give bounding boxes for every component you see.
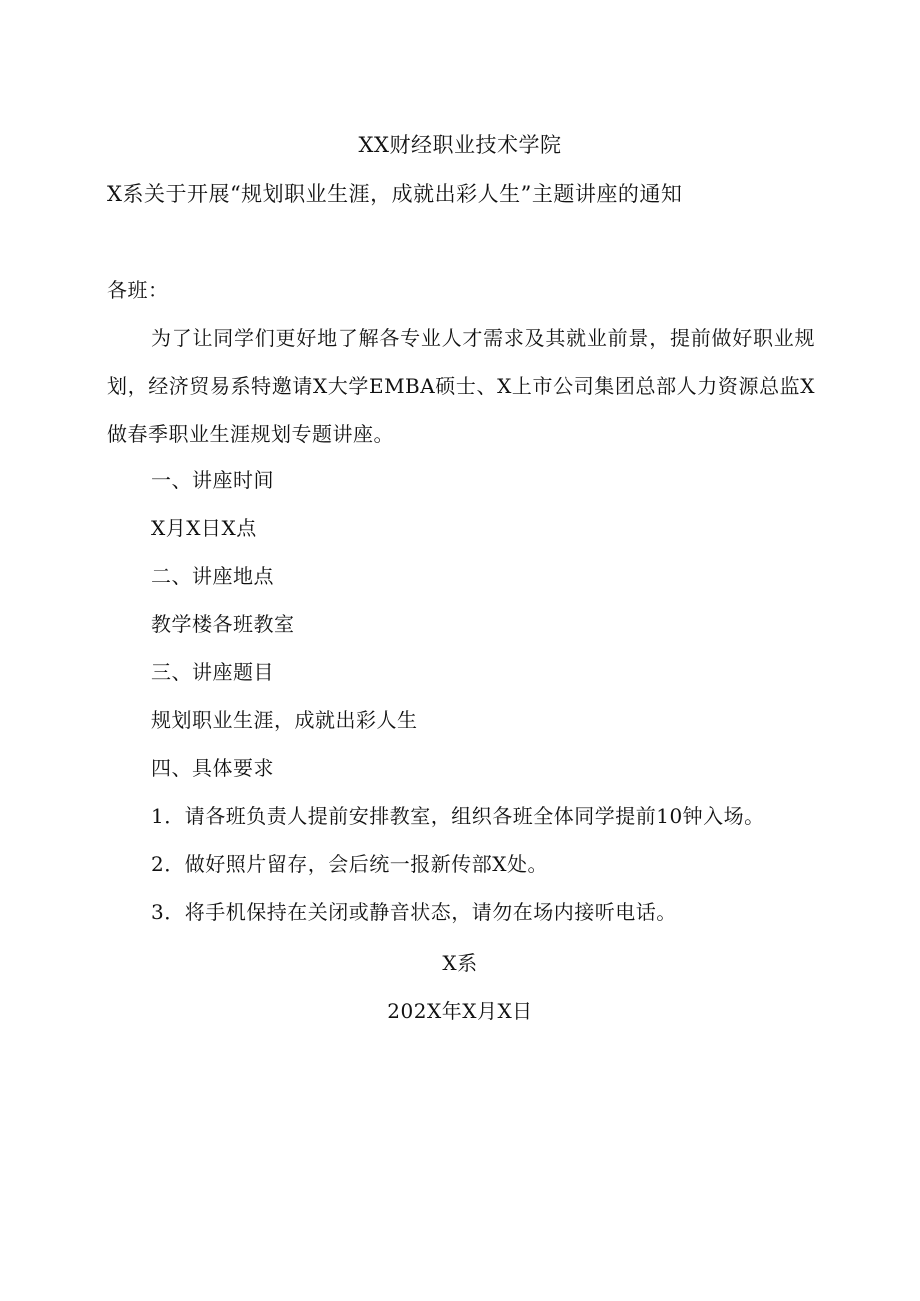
section-content-topic: 规划职业生涯，成就出彩人生 [151, 708, 418, 732]
section-content-location: 教学楼各班教室 [151, 612, 295, 636]
intro-paragraph: 为了让同学们更好地了解各专业人才需求及其就业前景，提前做好职业规划，经济贸易系特邀请X大学EMBA硕士、X上市公司集团总部人力资源总监X做春季职业生涯规划专题讲座。 [107, 326, 815, 446]
section-heading-location: 二、讲座地点 [151, 564, 274, 588]
section-heading-topic: 三、讲座题目 [151, 660, 274, 684]
requirement-item: 2．做好照片留存，会后统一报新传部X处。 [151, 852, 548, 876]
section-heading-requirements: 四、具体要求 [151, 756, 274, 780]
requirement-item: 3．将手机保持在关闭或静音状态，请勿在场内接听电话。 [151, 900, 677, 924]
section-heading-time: 一、讲座时间 [151, 468, 274, 492]
salutation: 各班： [107, 278, 169, 302]
notice-title: X系关于开展“规划职业生涯，成就出彩人生”主题讲座的通知 [107, 182, 683, 206]
signature-department: X系 [442, 951, 478, 975]
section-content-time: X月X日X点 [151, 516, 257, 540]
school-name: XX财经职业技术学院 [358, 133, 562, 157]
signature-date: 202X年X月X日 [387, 999, 533, 1023]
requirement-item: 1．请各班负责人提前安排教室，组织各班全体同学提前10钟入场。 [151, 804, 765, 828]
